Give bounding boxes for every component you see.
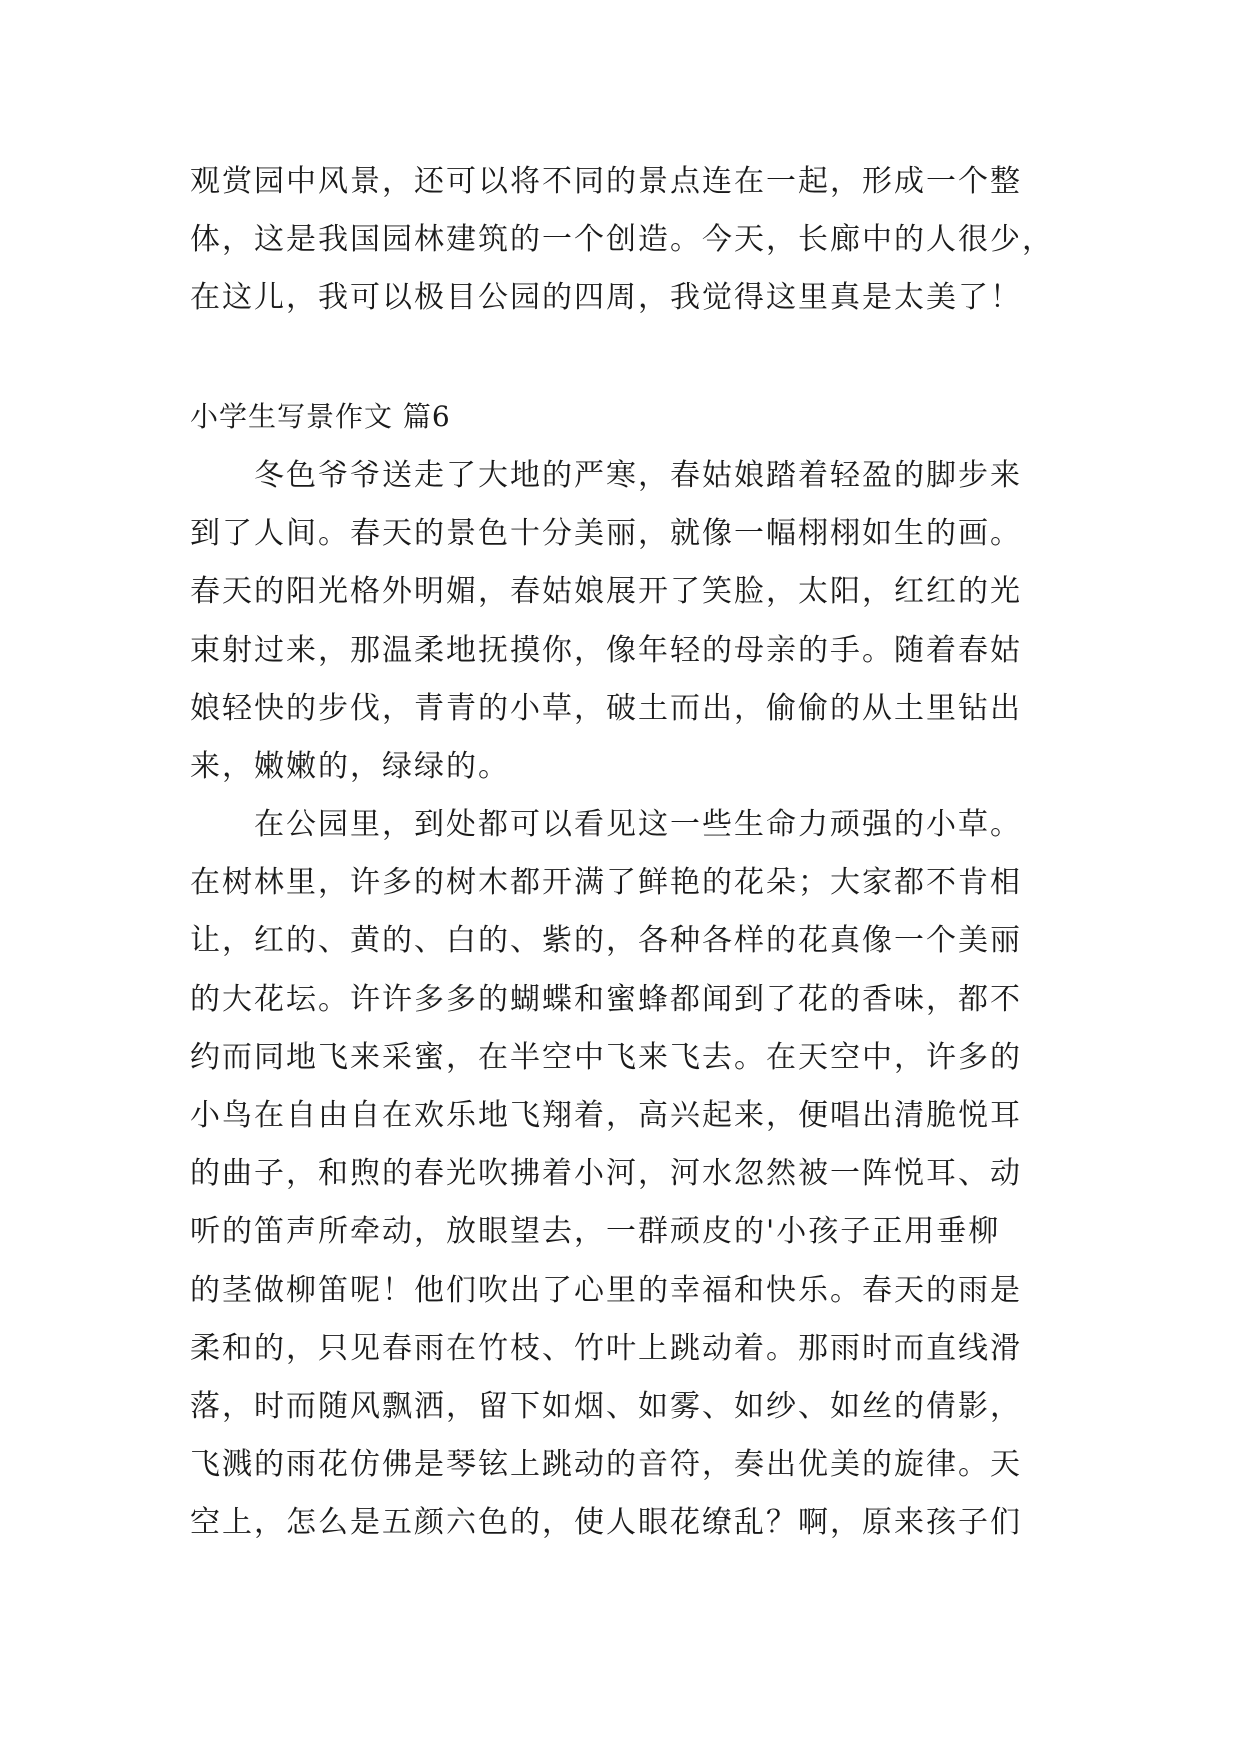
section-heading: 小学生写景作文 篇6 (190, 400, 451, 433)
text-line: 约而同地飞来采蜜，在半空中飞来飞去。在天空中，许多的 (190, 1039, 1022, 1075)
paragraph-text (190, 447, 1050, 796)
text-line: 落，时而随风飘洒，留下如烟、如雾、如纱、如丝的倩影， (190, 1389, 1022, 1425)
text-line: 冬色爷爷送走了大地的严寒，春姑娘踏着轻盈的脚步来 (254, 458, 1022, 493)
text-line: 小鸟在自由自在欢乐地飞翔着，高兴起来，便唱出清脆悦耳 (190, 1098, 1022, 1134)
text-line: 束射过来，那温柔地抚摸你，像年轻的母亲的手。随着春姑 (190, 632, 1022, 668)
text-line: 飞溅的雨花仿佛是琴铉上跳动的音符，奏出优美的旋律。天 (190, 1447, 1022, 1483)
text-line: 体，这是我国园林建筑的一个创造。今天，长廊中的人很少， (190, 222, 1054, 258)
text-line: 在公园里，到处都可以看见这一些生命力顽强的小草。 (254, 807, 1022, 842)
text-line: 空上，怎么是五颜六色的，使人眼花缭乱？啊，原来孩子们 (190, 1505, 1022, 1541)
text-line: 在这儿，我可以极目公园的四周，我觉得这里真是太美了！ (190, 280, 1022, 316)
paragraph-2 (190, 796, 1050, 1553)
paragraph-text (190, 796, 1050, 1553)
text-line: 的茎做柳笛呢！他们吹出了心里的幸福和快乐。春天的雨是 (190, 1272, 1022, 1308)
text-line: 春天的阳光格外明媚，春姑娘展开了笑脸，太阳，红红的光 (190, 574, 1022, 610)
text-line: 听的笛声所牵动，放眼望去，一群顽皮的'小孩子正用垂柳 (190, 1214, 1001, 1250)
text-line: 的大花坛。许许多多的蝴蝶和蜜蜂都闻到了花的香味，都不 (190, 981, 1022, 1017)
text-line: 柔和的，只见春雨在竹枝、竹叶上跳动着。那雨时而直线滑 (190, 1330, 1022, 1366)
text-line: 到了人间。春天的景色十分美丽，就像一幅栩栩如生的画。 (190, 516, 1022, 552)
text-line: 在树林里，许多的树木都开满了鲜艳的花朵；大家都不肯相 (190, 865, 1022, 901)
continued-paragraph (190, 153, 1054, 328)
text-line: 的曲子，和煦的春光吹拂着小河，河水忽然被一阵悦耳、动 (190, 1156, 1022, 1192)
paragraph-text (190, 153, 1054, 328)
text-line: 观赏园中风景，还可以将不同的景点连在一起，形成一个整 (190, 164, 1022, 199)
text-line: 让，红的、黄的、白的、紫的，各种各样的花真像一个美丽 (190, 923, 1022, 959)
paragraph-1 (190, 447, 1050, 796)
text-line: 来，嫩嫩的，绿绿的。 (190, 749, 510, 785)
text-line: 娘轻快的步伐，青青的小草，破土而出，偷偷的从土里钻出 (190, 690, 1022, 726)
